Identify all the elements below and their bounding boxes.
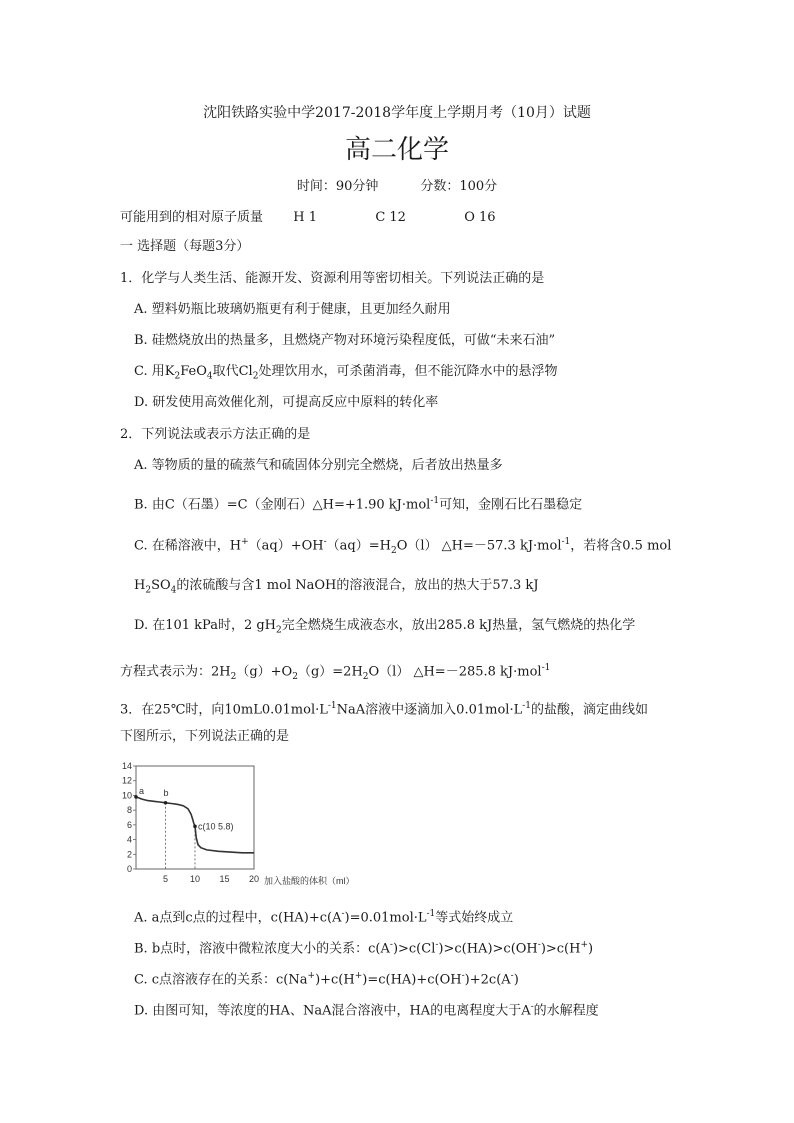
q2-stem: 2．下列说法或表示方法正确的是 bbox=[120, 427, 311, 442]
q1-option-b: B. 硅燃烧放出的热量多，且燃烧产物对环境污染程度低，可做“未来石油” bbox=[134, 333, 556, 348]
exam-score: 分数：100分 bbox=[420, 179, 498, 194]
q1-option-d: D. 研发使用高效催化剂，可提高反应中原料的转化率 bbox=[134, 395, 439, 410]
x-axis-label: 加入盐酸的体积（ml） bbox=[264, 876, 355, 886]
x-tick-label: 5 bbox=[162, 874, 169, 884]
q1-option-a: A. 塑料奶瓶比玻璃奶瓶更有利于健康，且更加经久耐用 bbox=[134, 302, 451, 317]
q3-option-d: D. 由图可知，等浓度的HA、NaA混合溶液中，HA的电离程度大于A-的水解程度 bbox=[134, 1002, 599, 1019]
point-label: c(10 5.8) bbox=[198, 821, 234, 832]
y-tick-label: 4 bbox=[126, 834, 132, 845]
q1-option-c: C. 用$K_2FeO_4$取代$Cl_2$处理饮用水，可杀菌消毒，但不能沉降水中的悬浮物 bbox=[134, 364, 558, 382]
y-tick-label: 12 bbox=[121, 775, 132, 786]
point-marker bbox=[193, 825, 197, 829]
q3-option-c: C. c点溶液存在的关系：c(Na+)+c(H+)=c(HA)+c(OH-)+2c(A-) bbox=[134, 971, 519, 988]
q3-stem-line1: 3．在25℃时，向$10mL0.01mol\cdot L^{-1}NaA$溶液中逐滴加入$0.01mol\cdot L^{-1}$的盐酸，滴定曲线如 bbox=[120, 701, 649, 718]
point-label: a bbox=[139, 785, 145, 796]
x-tick-label: 20 bbox=[248, 874, 260, 884]
q3-option-b: B. b点时，溶液中微粒浓度大小的关系：c(A-)>c(Cl-)>c(HA)>c(OH-)>c(H+) bbox=[134, 940, 594, 957]
q2-option-d-cont: 方程式表示为：$2H_2(g)+O_2(g)=2H_2O(l)$ △H=－285.8 kJ·mol$^{-1}$ bbox=[120, 663, 551, 682]
y-tick-label: 14 bbox=[121, 761, 132, 771]
y-tick-label: 10 bbox=[121, 790, 132, 801]
exam-school-title: 沈阳铁路实验中学2017-2018学年度上学期月考（10月）试题 bbox=[203, 105, 591, 121]
y-tick-label: 0 bbox=[126, 864, 132, 874]
titration-curve-chart bbox=[118, 757, 368, 892]
q2-option-b: B. 由C（石墨）=C（金刚石）△H=+1.90 kJ·mol$^{-1}$可知，金刚石比石墨稳定 bbox=[134, 496, 583, 513]
atomic-mass-o: O 16 bbox=[464, 210, 496, 225]
exam-time: 时间：90分钟 bbox=[296, 179, 379, 194]
y-tick-label: 2 bbox=[126, 849, 132, 860]
x-tick-label: 15 bbox=[219, 874, 230, 884]
q3-option-a: A. a点到c点的过程中，$c(HA)+c(A^-)=0.01mol\cdot L^{-1}$等式始终成立 bbox=[134, 909, 514, 926]
x-tick-label: 10 bbox=[189, 874, 201, 884]
section-heading: 一 选择题（每题3分） bbox=[120, 239, 250, 254]
q2-option-d: D. 在101 kPa时，2 $gH_2$完全燃烧生成液态水，放出285.8 kJ热量，氢气燃烧的热化学 bbox=[134, 618, 636, 636]
exam-meta bbox=[0, 178, 794, 196]
plot-frame bbox=[136, 766, 254, 869]
q2-option-c: C. 在稀溶液中，$H^+(aq)+OH^-(aq)=H_2O(l)$ △H=－57.3 kJ·mol$^{-1}$，若将含0.5 mol bbox=[134, 537, 672, 556]
q2-option-c-cont: $H_2SO_4$的浓硫酸与含1 mol NaOH的溶液混合，放出的热大于57.3 kJ bbox=[134, 578, 539, 596]
point-marker bbox=[164, 801, 168, 805]
exam-subject-title: 高二化学 bbox=[344, 135, 449, 165]
q3-stem-line2: 下图所示，下列说法正确的是 bbox=[120, 729, 290, 744]
atomic-mass-h: H 1 bbox=[293, 210, 318, 225]
q1-stem: 1．化学与人类生活、能源开发、资源利用等密切相关。下列说法正确的是 bbox=[120, 271, 545, 286]
y-tick-label: 8 bbox=[126, 805, 132, 816]
point-marker bbox=[134, 795, 138, 799]
q2-option-a: A. 等物质的量的硫蒸气和硫固体分别完全燃烧，后者放出热量多 bbox=[134, 458, 503, 473]
atomic-mass-c: C 12 bbox=[375, 210, 406, 225]
y-tick-label: 6 bbox=[126, 819, 132, 830]
atomic-mass-line bbox=[120, 209, 496, 227]
atomic-mass-label: 可能用到的相对原子质量 bbox=[120, 210, 264, 225]
point-label: b bbox=[163, 787, 169, 798]
